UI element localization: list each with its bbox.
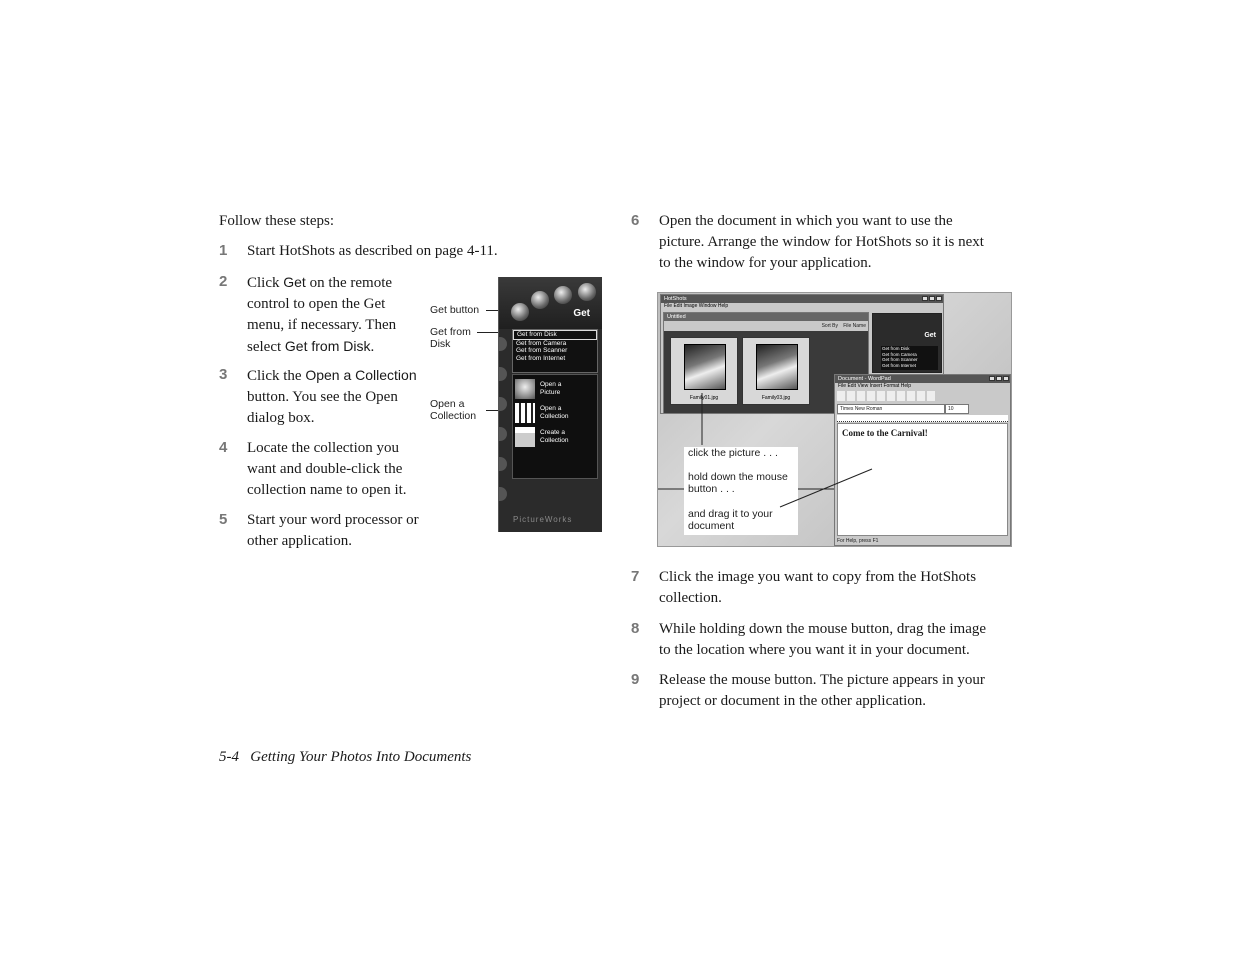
edit-icon[interactable] [554,286,572,304]
step-number: 5 [219,511,228,528]
hotshots-menubar: File Edit Image Window Help [664,303,729,309]
menu-item-get-from-camera[interactable]: Get from Camera [516,339,567,347]
step-number: 4 [219,439,228,456]
step-number: 3 [219,366,228,383]
step-2-text: Click Get on the remote control to open the Get menu, if necessary. Then select Get from Disk. [247,274,397,355]
sort-select[interactable]: File Name [843,323,866,329]
collection-window: Untitled Sort By File Name Family01.jpg Family03.jpg [663,312,869,414]
face-icon [515,379,535,399]
open-collection-button[interactable]: Open a Collection [515,403,595,423]
thumbnail[interactable]: Family03.jpg [742,337,810,405]
settings-icon[interactable] [578,283,596,301]
step-4-text: Locate the collection you want and double-click the collection name to open it. [247,440,407,498]
remote-title: Get [573,308,590,319]
menu-item-get-from-disk[interactable]: Get from Disk [513,330,597,340]
font-select[interactable]: Times New Roman [837,404,945,414]
folder-icon [515,427,535,447]
get-icon[interactable] [511,303,529,321]
mini-remote: Get Get from Disk Get from Camera Get from Scanner Get from Internet [872,313,942,373]
hotshots-titlebar: HotShots [661,295,943,303]
open-picture-button[interactable]: Open a Picture [515,379,595,399]
step-9-text: Release the mouse button. The picture appears in your project or document in the other application. [659,672,985,709]
doc-heading: Come to the Carnival! [842,428,928,438]
get-menu [512,329,598,373]
step-number: 6 [631,212,640,229]
step-5-text: Start your word processor or other application. [247,512,419,549]
step-8-text: While holding down the mouse button, drag the image to the location where you want it in your document. [659,621,987,658]
grid-icon [515,403,535,423]
remote-control [498,277,602,532]
wordpad-menubar: File Edit View Insert Format Help [838,383,911,389]
menu-item-get-from-scanner[interactable]: Get from Scanner [516,347,568,354]
step-number: 7 [631,568,640,585]
tv-icon[interactable] [531,291,549,309]
ui-get-from-disk-label: Get from Disk [284,338,371,354]
callout-open-collection: Open a Collection [430,398,477,422]
drag-instructions: click the picture . . . hold down the mouse button . . . and drag it to your document [684,447,798,535]
brand-logo: PictureWorks [513,515,573,524]
chapter-title: Getting Your Photos Into Documents [250,749,472,765]
step-1-text: Start HotShots as described on page 4-11. [247,243,498,259]
create-collection-button[interactable]: Create a Collection [515,427,595,447]
callout-get-button: Get button [430,304,480,316]
step-7-text: Click the image you want to copy from the HotShots collection. [659,569,977,606]
ui-open-collection-label: Open a Collection [305,367,417,383]
step-number: 8 [631,620,640,637]
thumbnail[interactable]: Family01.jpg [670,337,738,405]
page-number: 5-4 [219,749,239,765]
menu-item-get-from-internet[interactable]: Get from Internet [516,354,566,362]
intro-text: Follow these steps: [219,213,334,229]
step-6-text: Open the document in which you want to use the picture. Arrange the window for HotShots so it is next to the window for your application. [659,213,984,271]
font-size-select[interactable]: 10 [945,404,969,414]
wordpad-titlebar: Document - WordPad [835,375,1010,383]
step-number: 9 [631,671,640,688]
toolbar: Sort By File Name [664,321,868,331]
status-bar: For Help, press F1 [837,538,879,544]
ui-get-label: Get [283,274,306,290]
leader-lines [658,293,1011,546]
step-number: 2 [219,273,228,290]
page-footer [219,749,471,766]
button-panel [512,374,598,479]
step-number: 1 [219,242,228,259]
hotshots-wordpad-screenshot [657,292,1012,547]
mini-get-menu: Get from Disk Get from Camera Get from Scanner Get from Internet [881,346,938,370]
step-3-text: Click the Open a Collection button. You see the Open dialog box. [247,367,417,426]
callout-get-from-disk: Get from Disk [430,326,471,350]
